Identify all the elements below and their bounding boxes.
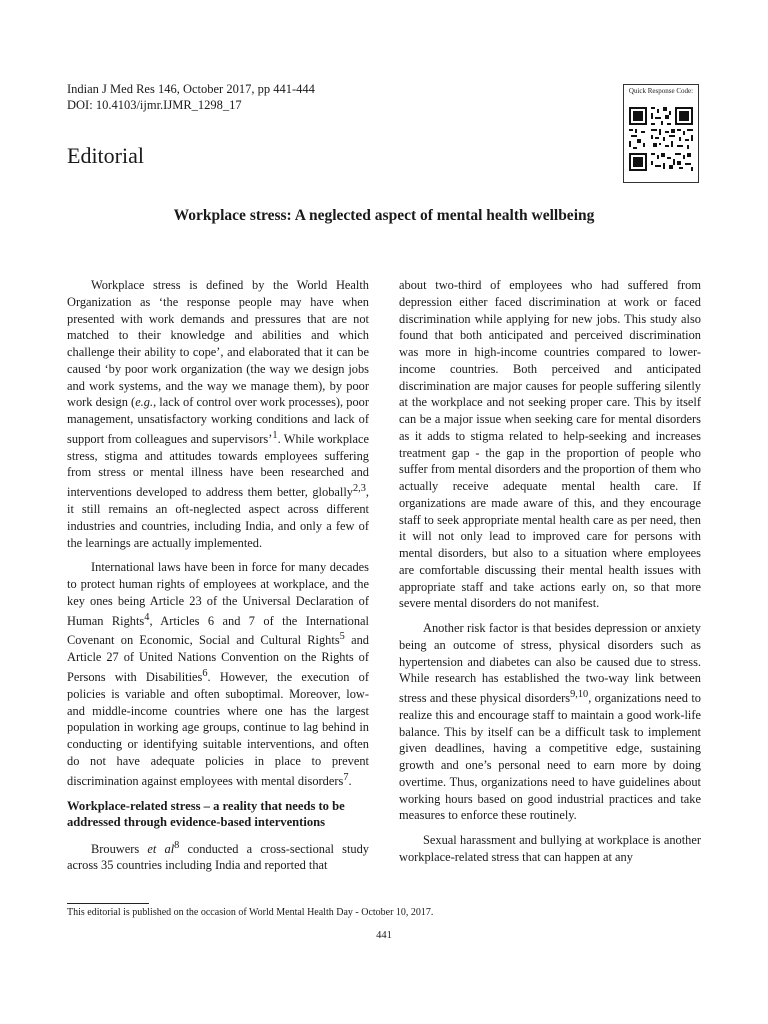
body-paragraph: International laws have been in force for many decades to protect human rights of employees at workplace, and the key ones being Article 23 of the Universal Declaration of Human Rights$^4$, Articles 6 and 7 of the International Covenant on Economic, Social and Cultural Rights$^5$ and Article 27 of United Nations Convention on the Rights of Persons with Disabilities$^6$. However, the execution of policies is variable and often suboptimal. Moreover, low- and middle-income countries where one has the largest population in working age groups, continue to lag behind in conducting or identifying suitable interventions, and often do not have adequate policies in place to prevent discrimination against employees with mental disorders$^7$. — [67, 560, 370, 788]
right-column — [399, 277, 701, 874]
footnote-rule — [67, 903, 149, 904]
body-paragraph: about two-third of employees who had suffered from depression either faced discrimination at work or faced discrimination while applying for new jobs. This study also found that both anticipated and perceived discrimination was more in high-income countries compared to lower-income countries. Both perceived and anticipated discrimination are major causes for people suffering silently at the workplace and not seeking proper care. This by itself can be a major issue when seeking care for mental disorders as it adds to stigma related to help-seeking and increases treatment gap - the gap in the proportion of people who suffer from mental disorders and the proportion of them who actually receive adequate mental health care. If organizations are made aware of this, and they encourage staff to seek appropriate mental health care as per need, then it will not only lead to improved care for persons with mental disorders, but also to a situation where employees are comfortable discussing their mental health issues with appropriate staff and take actions early on, so that more severe mental disorders do not manifest. — [399, 278, 701, 611]
qr-box — [623, 84, 699, 183]
section-heading: Workplace-related stress – a reality that needs to be addressed through evidence-based interventions — [67, 798, 345, 829]
section-label: Editorial — [67, 143, 144, 168]
page-number: 441 — [376, 930, 392, 941]
body-paragraph: Workplace stress is defined by the World Health Organization as ‘the response people may have when presented with work demands and pressures that are not matched to their knowledge and abilities and which challenge their ability to cope’, and elaborated that it can be caused ‘by poor work organization (the way we design jobs and work systems, and the way we manage them), by poor work design (e.g., lack of control over work processes), poor management, unsatisfactory working conditions and lack of support from colleagues and supervisors’$^1$. While workplace stress, stigma and attitudes towards employees suffering from stress or mental illness have been researched and interventions developed to address them better, globally$^{2,3}$, it still remains an oft-neglected aspect across different industries and countries, including India, and only a few of the learnings are actually implemented. — [67, 278, 369, 550]
doi: DOI: 10.4103/ijmr.IJMR_1298_17 — [67, 98, 242, 112]
left-column — [67, 277, 369, 882]
citation-block — [67, 81, 315, 113]
article-title: Workplace stress: A neglected aspect of mental health wellbeing — [173, 207, 595, 224]
journal-citation: Indian J Med Res 146, October 2017, pp 441-444 — [67, 82, 315, 96]
body-paragraph: Sexual harassment and bullying at workplace is another workplace-related stress that can happen at any — [399, 833, 701, 864]
body-paragraph: Brouwers et $al^8$ conducted a cross-sectional study across 35 countries including India and reported that — [67, 839, 369, 873]
qr-code-image — [627, 105, 695, 173]
qr-label: Quick Response Code: — [628, 87, 694, 95]
body-paragraph: Another risk factor is that besides depression or anxiety being an outcome of stress, physical disorders such as hypertension and diabetes can also be caused due to stress. While research has established the two-way link between stress and these physical disorders$^{9,10}$, organizations need to realize this and encourage staff to maintain a good work-life balance. This by itself can be a difficult task to implement given deadlines, having a competitive edge, sustaining growth and one’s personal need to earn more by doing overtime. Thus, organizations need to have guidelines about working hours based on good industrial practices and take measures to enforce these routinely. — [399, 621, 701, 823]
footnote: This editorial is published on the occasion of World Mental Health Day - October 10, 2017. — [67, 907, 434, 918]
